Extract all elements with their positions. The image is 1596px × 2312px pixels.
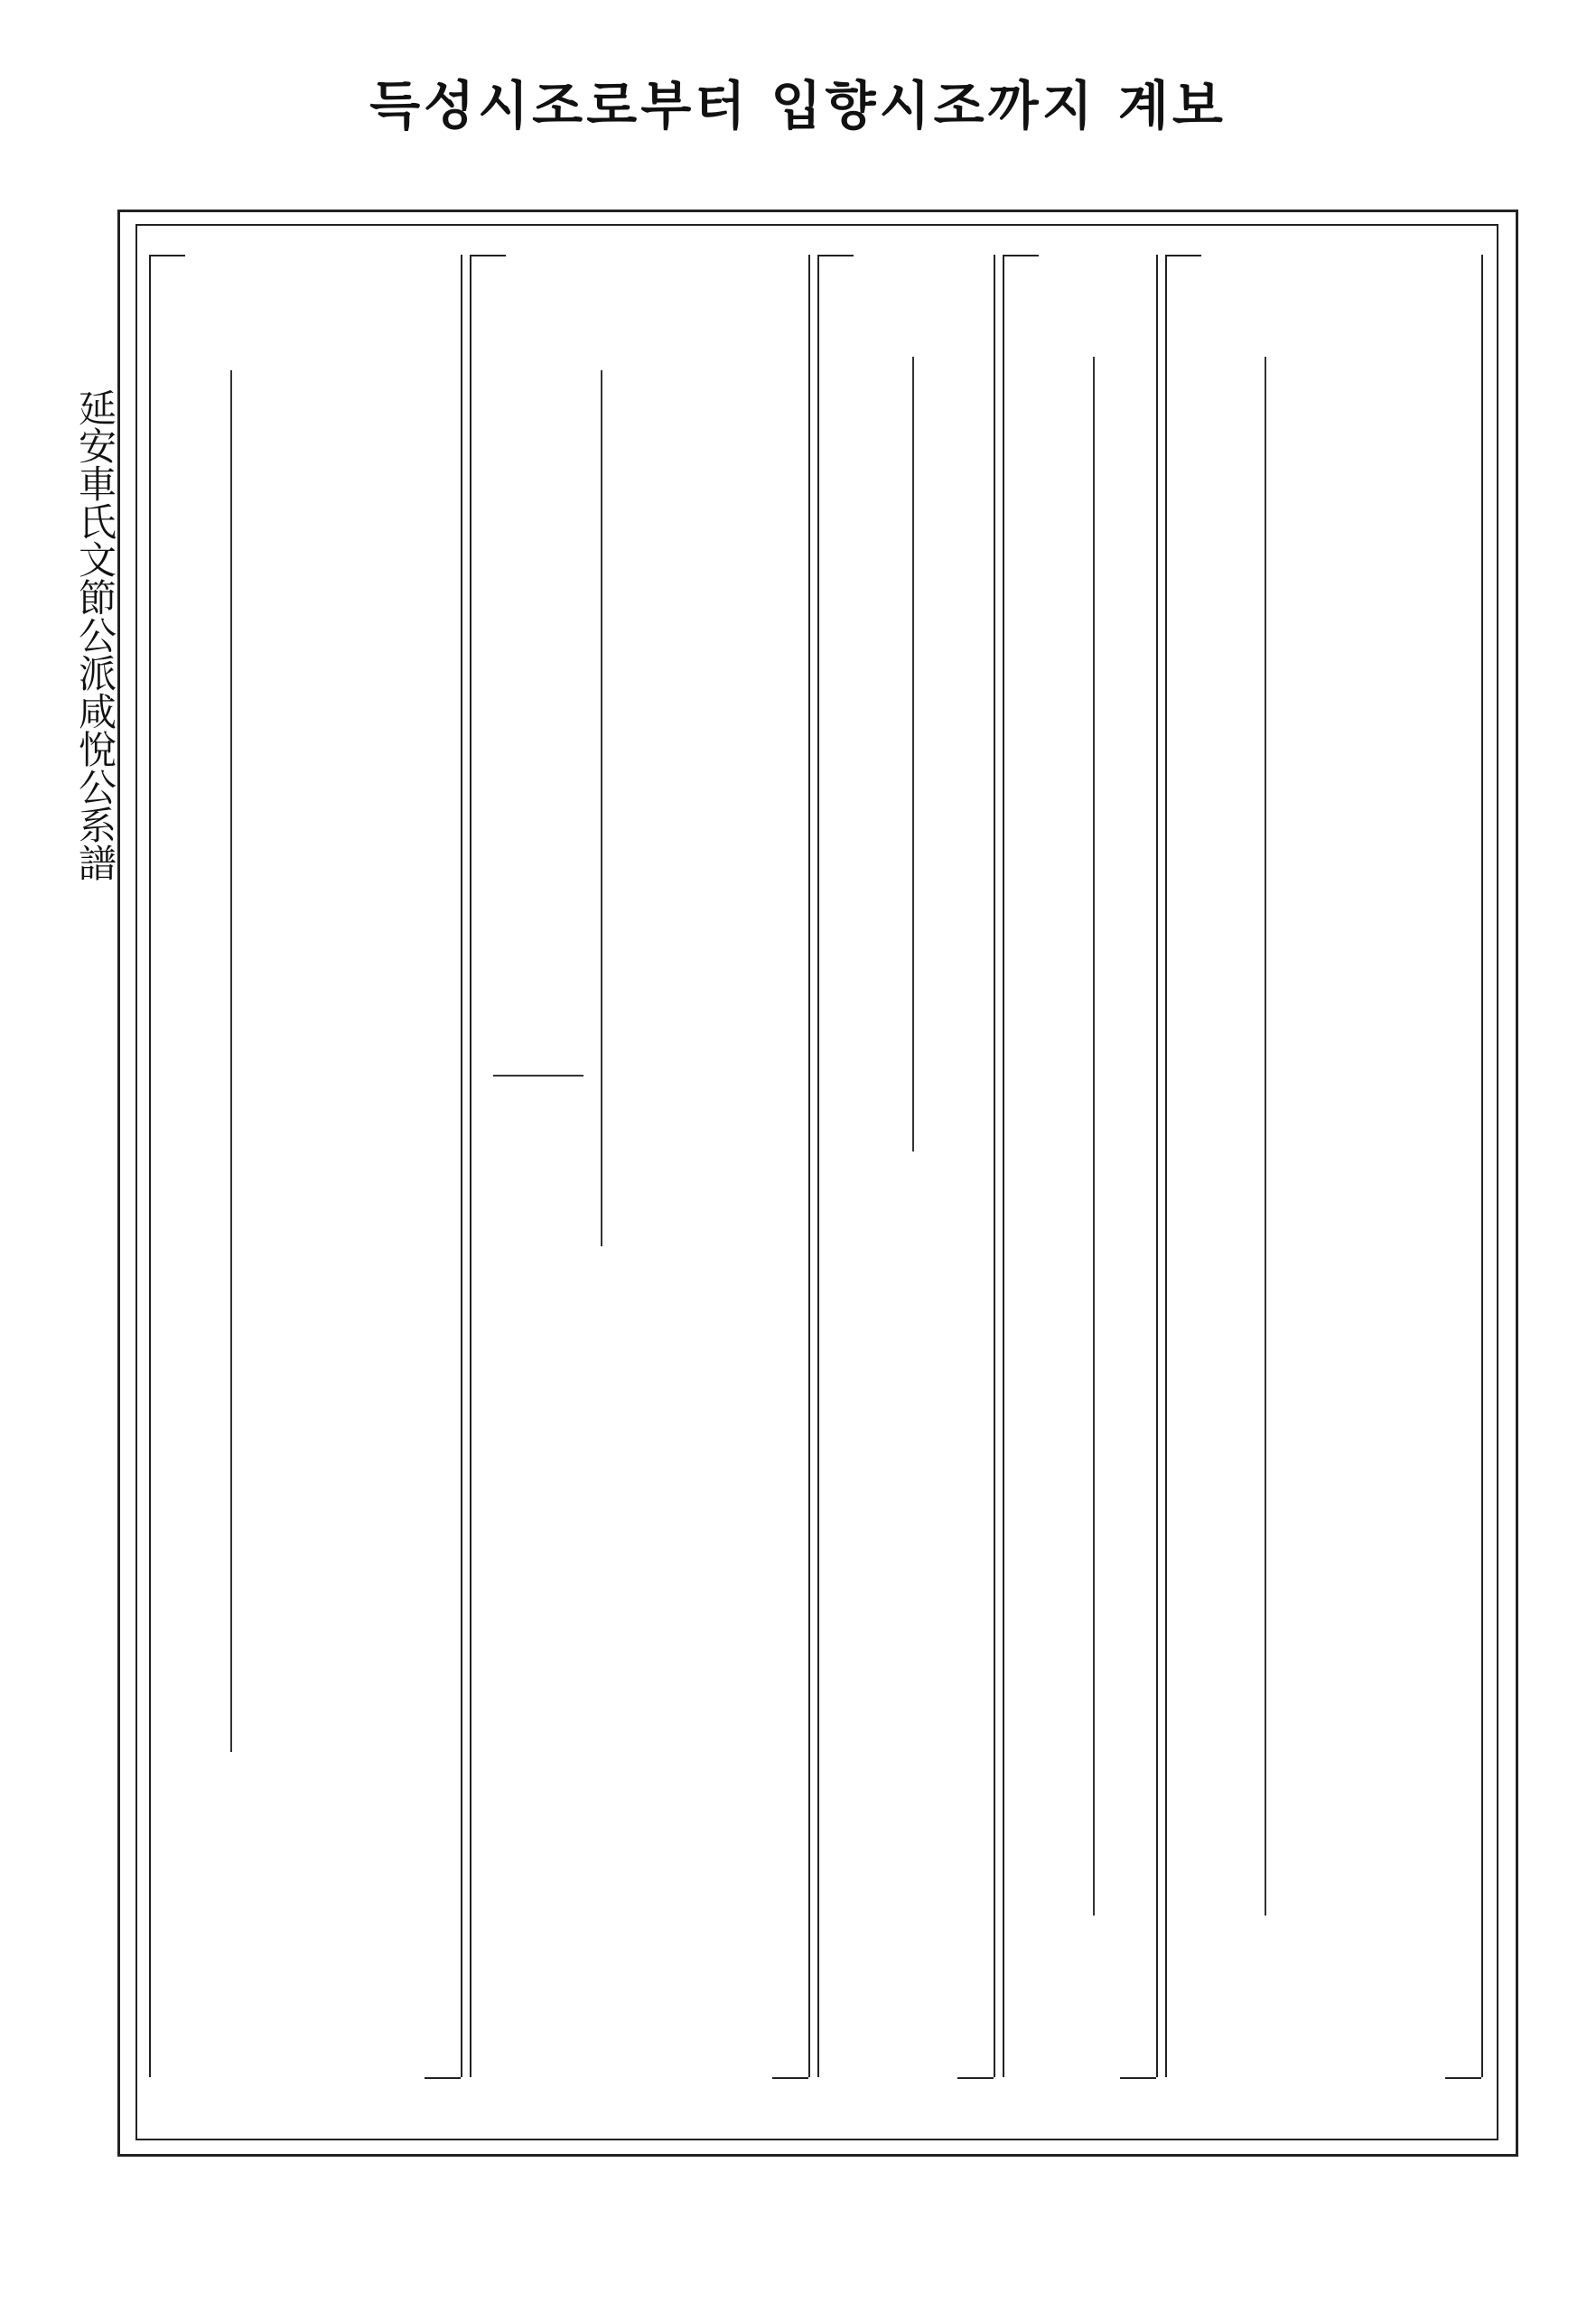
lineage-stem <box>1093 357 1095 1916</box>
panel-bottom-line <box>425 2077 461 2079</box>
panel-top-line <box>470 255 506 256</box>
panel-right-line <box>808 255 810 2077</box>
lineage-stem <box>1265 357 1266 1916</box>
lineage-stem <box>230 370 232 1752</box>
panel-bottom-line <box>1445 2077 1481 2079</box>
panel-left-line <box>149 255 151 2077</box>
panel-left-line <box>1003 255 1004 2077</box>
panel-bottom-line <box>957 2077 994 2079</box>
panel-right-line <box>1481 255 1483 2077</box>
lineage-stem <box>912 357 914 1151</box>
book-title: 延安車氏文節公派咸悅公系譜 <box>73 388 117 881</box>
panel-right-line <box>994 255 995 2077</box>
panel-left-line <box>817 255 819 2077</box>
page-heading: 득성시조로부터 입향시조까지 계보 <box>369 75 1227 136</box>
panel-bottom-line <box>772 2077 808 2079</box>
panel-top-line <box>1003 255 1039 256</box>
panel-left-line <box>470 255 471 2077</box>
panel-bottom-line <box>1120 2077 1156 2079</box>
panel-left-line <box>1165 255 1167 2077</box>
panel-top-line <box>817 255 854 256</box>
branch-connector <box>493 1075 583 1077</box>
panel-top-line <box>149 255 185 256</box>
panel-right-line <box>461 255 462 2077</box>
panel-right-line <box>1156 255 1158 2077</box>
lineage-stem <box>601 370 602 1246</box>
panel-top-line <box>1165 255 1201 256</box>
